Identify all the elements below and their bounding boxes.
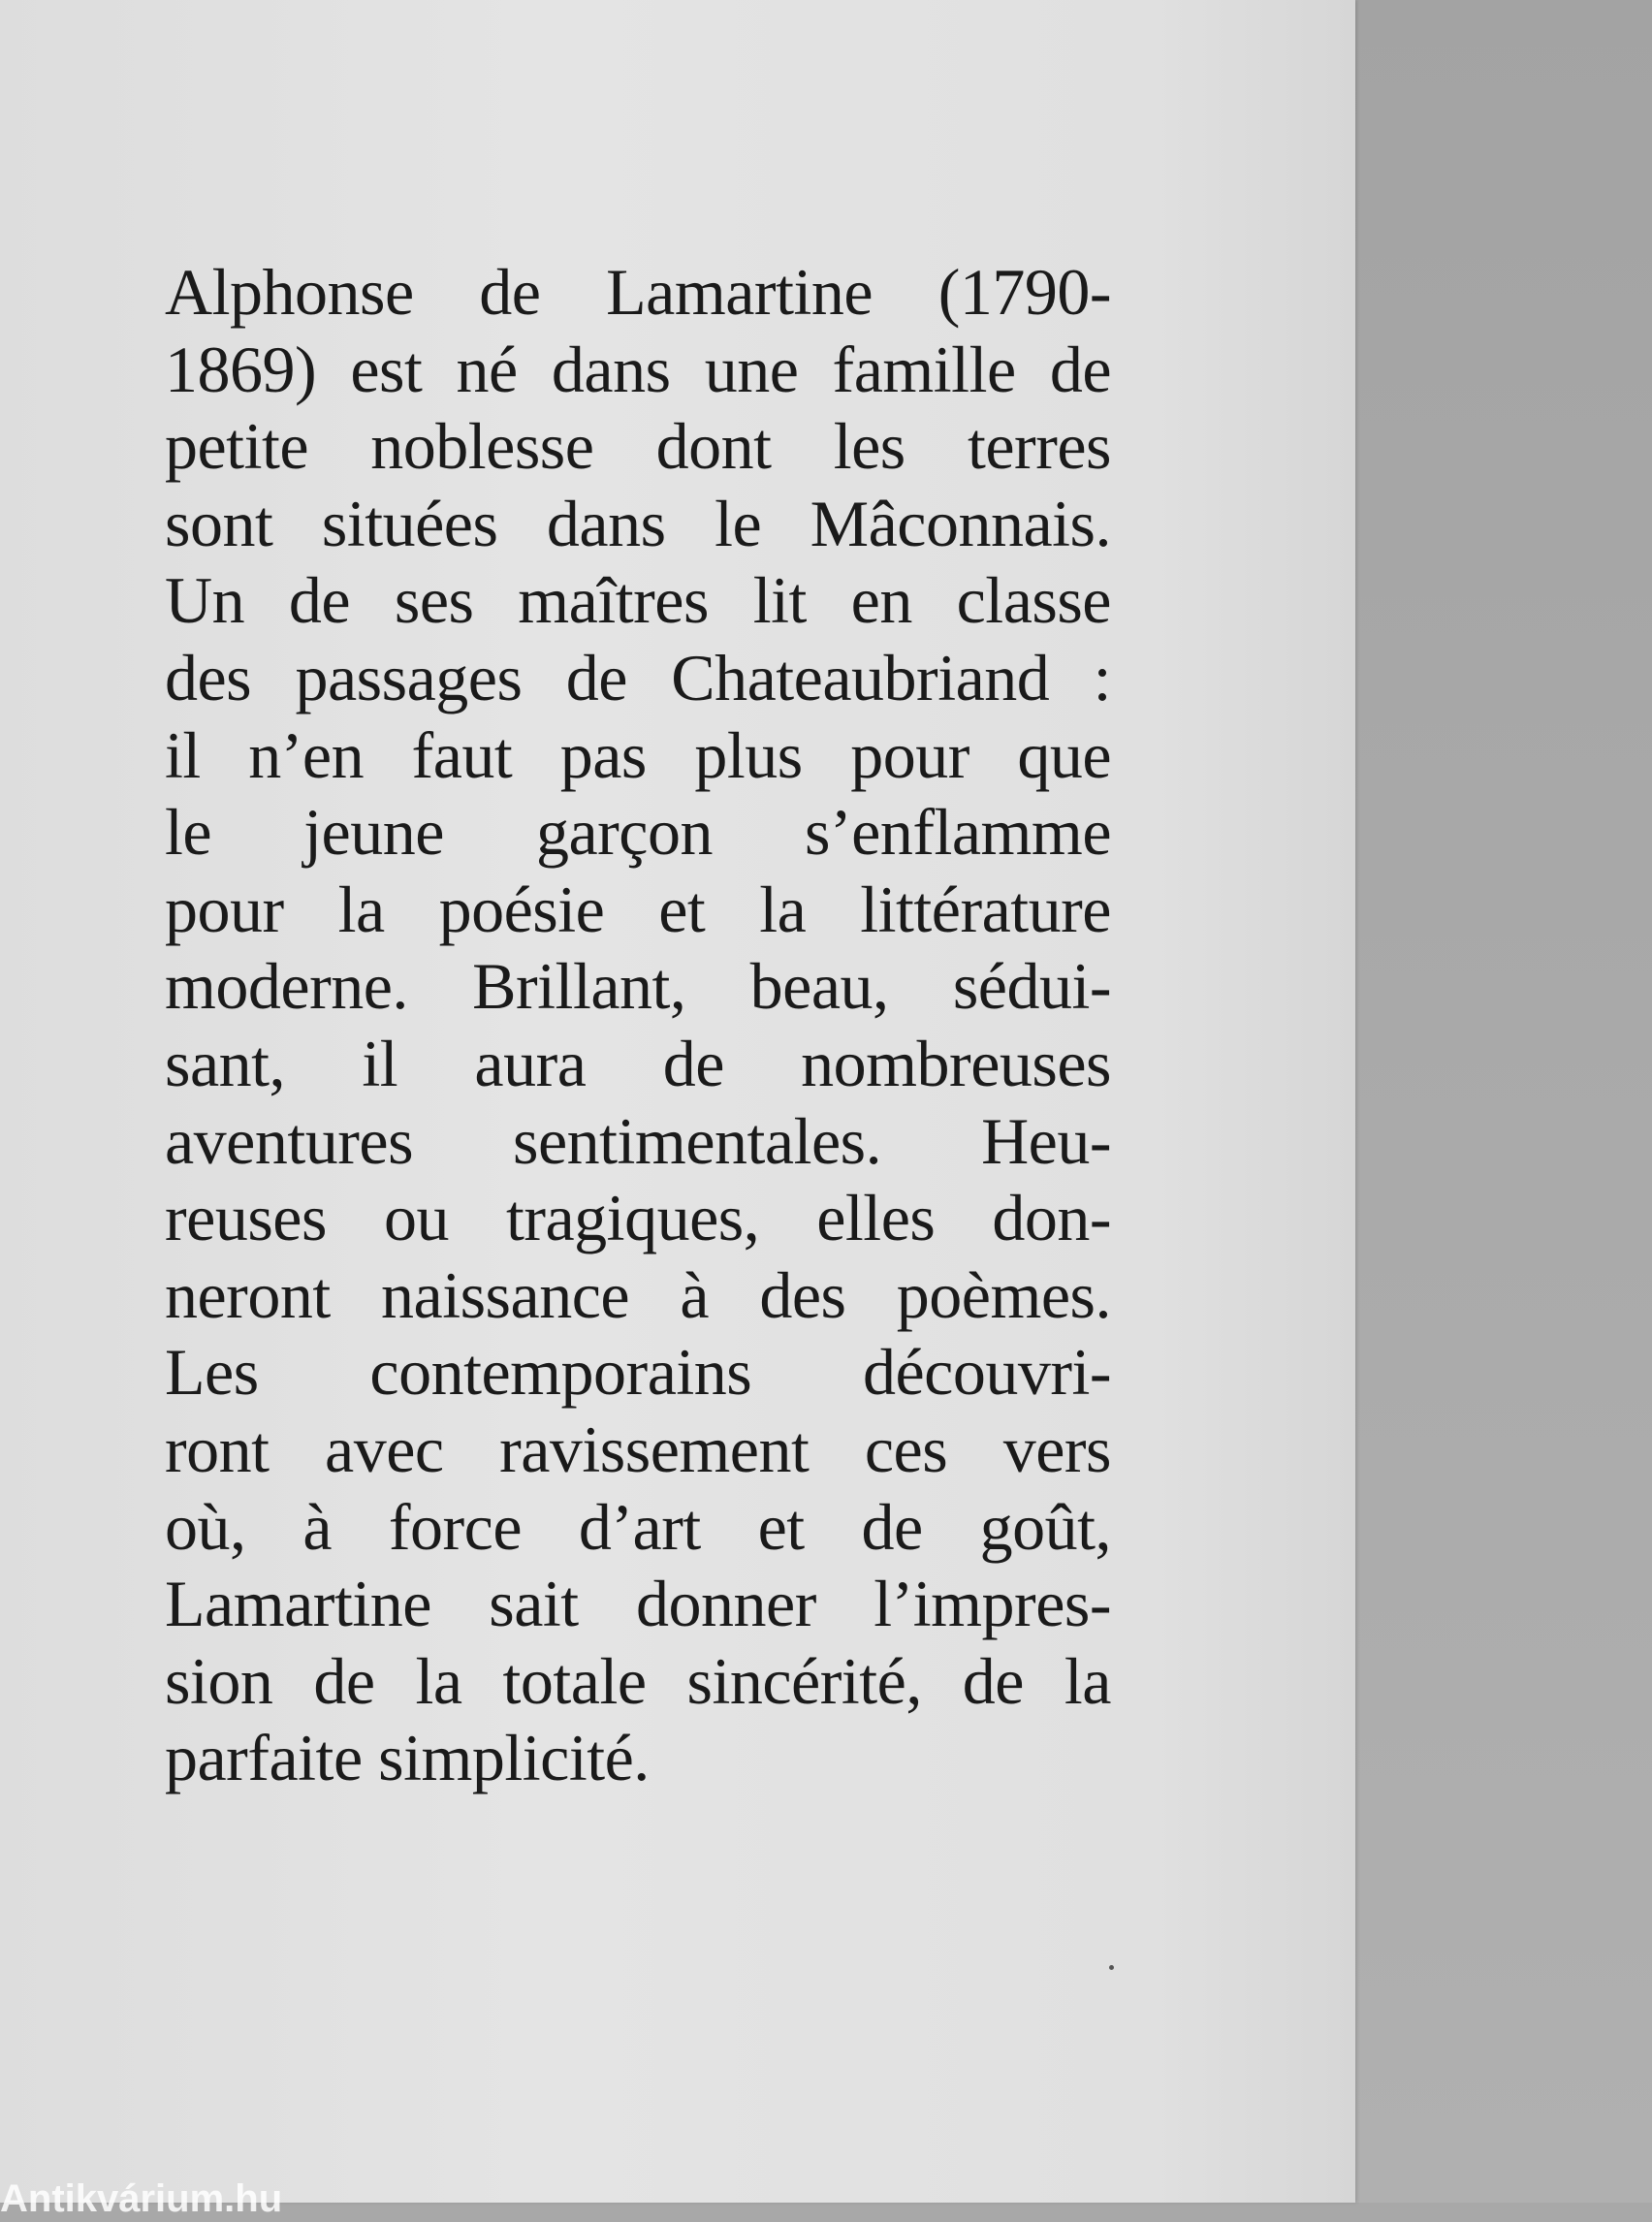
paragraph-line: Lamartine sait donner l’impres- xyxy=(165,1567,1111,1641)
paragraph-line: des passages de Chateaubriand : xyxy=(165,640,1111,714)
paragraph-line: il n’en faut pas plus pour que xyxy=(165,717,1111,792)
paragraph-line: parfaite simplicité. xyxy=(165,1721,650,1795)
paragraph-line: Les contemporains découvri- xyxy=(165,1335,1111,1410)
paragraph-line: ront avec ravissement ces vers xyxy=(165,1412,1111,1486)
biography-paragraph xyxy=(165,254,1111,1797)
paragraph-line: reuses ou tragiques, elles don- xyxy=(165,1181,1111,1255)
paragraph-line: sion de la totale sincérité, de la xyxy=(165,1643,1111,1718)
paragraph-line: où, à force d’art et de goût, xyxy=(165,1489,1111,1564)
paragraph-line: aventures sentimentales. Heu- xyxy=(165,1103,1111,1178)
paragraph-line: pour la poésie et la littérature xyxy=(165,872,1111,946)
paragraph-line: sant, il aura de nombreuses xyxy=(165,1026,1111,1100)
watermark: Antikvárium.hu xyxy=(0,2177,283,2220)
paragraph-line: sont situées dans le Mâconnais. xyxy=(165,486,1111,560)
paper-speck xyxy=(1109,1965,1114,1970)
paragraph-line: Un de ses maîtres lit en classe xyxy=(165,563,1111,638)
paragraph-line: le jeune garçon s’enflamme xyxy=(165,795,1111,870)
paragraph-line: Alphonse de Lamartine (1790- xyxy=(165,255,1111,329)
paragraph-line: 1869) est né dans une famille de xyxy=(165,332,1111,406)
paragraph-line: neront naissance à des poèmes. xyxy=(165,1257,1111,1332)
paragraph-line: petite noblesse dont les terres xyxy=(165,409,1111,484)
paragraph-line: moderne. Brillant, beau, sédui- xyxy=(165,949,1111,1024)
background-surface xyxy=(1352,0,1652,2203)
